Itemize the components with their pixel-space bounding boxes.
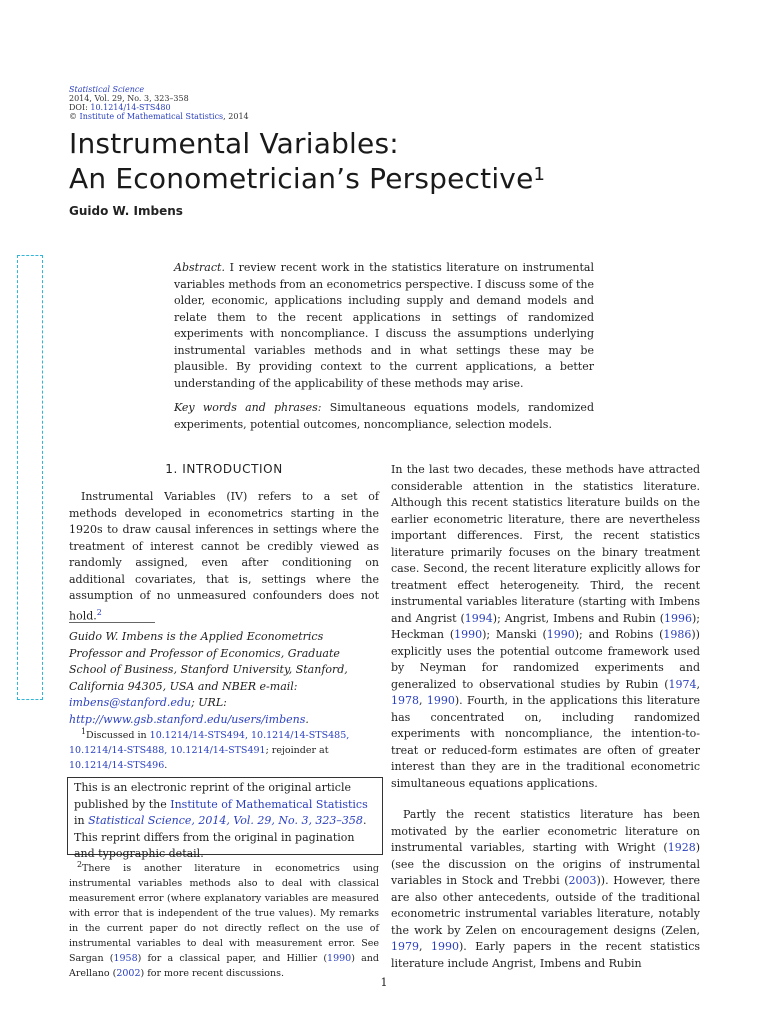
author-affiliation	[69, 629, 379, 728]
author-name: Guido W. Imbens	[69, 204, 183, 218]
rp1-text-4: ); Manski (	[482, 628, 547, 641]
rp2-text-2: ) (see the discussion on the origins of instrumental variables in Stock and Trebbi (	[391, 841, 700, 887]
cite-sargan-1958[interactable]: 1958	[113, 953, 138, 965]
footnote-2-link[interactable]: 2	[96, 607, 102, 617]
footnote-2-text-2: ) for a classical paper, and Hillier (	[137, 953, 328, 965]
cite-angrist-1996[interactable]: 1996	[664, 611, 692, 625]
selection-box	[17, 255, 43, 700]
reprint-text-2: in	[74, 814, 85, 827]
abstract-label: Abstract.	[174, 261, 225, 274]
paper-title	[69, 126, 545, 196]
url-label: ; URL:	[191, 696, 227, 709]
keywords-text: Simultaneous equations models, randomized experiments, potential outcomes, noncompliance, selection models.	[174, 401, 594, 431]
rp1-text-1: In the last two decades, these methods have attracted considerable attention in the statistics literature. Although this recent statistics literature builds on the earlier econometric literature, there are nevertheless important differences. First, the recent statistics literature primarily focuses on the binary treatment case. Second, the recent literature explicitly allows for treatment effect heterogeneity. Third, the recent instrumental variables literature (starting with Imbens and Angrist (	[391, 463, 700, 625]
reprint-text-1: This is an electronic reprint of the original article published by the	[74, 781, 351, 811]
cite-stock-trebbi-2003[interactable]: 2003	[568, 874, 597, 887]
footnote-1-mark: 1	[81, 727, 87, 736]
journal-header	[69, 85, 249, 121]
intro-paragraph-1	[69, 489, 379, 625]
doi-label: DOI:	[69, 103, 88, 112]
rp1-text-2: ); Angrist, Imbens and Rubin (	[492, 611, 664, 625]
reprint-ims-link[interactable]: Institute of Mathematical Statistics	[170, 797, 368, 811]
cite-manski-1990[interactable]: 1990	[546, 628, 575, 641]
footnote-2-text-3: ) and Arellano (	[69, 953, 379, 980]
rp1-comma-2: ,	[419, 694, 427, 707]
cite-arellano-2002[interactable]: 2002	[116, 968, 141, 980]
footnote-1-text: Discussed in	[86, 730, 147, 742]
rp1-comma-1: ,	[696, 677, 700, 691]
affiliation-end: .	[305, 712, 309, 726]
rp1-text-7: ). Fourth, in the applications this literature has concentrated on, including randomized experiments with noncompliance, the intention-to-treat or reduced-form estimates are often of greater interest than they are in the traditional econometric simultaneous equations applications.	[391, 694, 701, 790]
cite-rubin-1990[interactable]: 1990	[426, 694, 455, 707]
copyright-icon: ©	[69, 112, 77, 121]
cite-imbens-angrist-1994[interactable]: 1994	[464, 611, 493, 625]
cite-zelen-1979[interactable]: 1979	[391, 940, 419, 953]
footnote-2-text-4: ) for more recent discussions.	[140, 968, 284, 980]
email-link[interactable]: imbens@stanford.edu	[69, 696, 192, 709]
right-paragraph-2	[391, 807, 700, 972]
section-heading: 1. INTRODUCTION	[165, 462, 283, 476]
copyright-year: , 2014	[223, 112, 249, 121]
cite-heckman-1990[interactable]: 1990	[454, 628, 483, 641]
rp1-text-6: )) explicitly uses the potential outcome framework used by Neyman for randomized experiments and generalized to observational studies by Rubin (	[391, 628, 700, 691]
right-paragraph-1	[391, 462, 700, 792]
footnote-2-text-1: There is another literature in econometrics using instrumental variables methods also to deal with classical measurement error (where explanatory variables are measured with error that is independent of the true values). My remarks in the current paper do not directly reflect on the use of instrumental variables to deal with measurement error. See Sargan (	[69, 863, 379, 965]
footnote-1-end: .	[164, 760, 168, 772]
rp2-text-4: ). Early papers in the recent statistics literature include Angrist, Imbens and Rubin	[391, 940, 700, 970]
journal-name[interactable]: Statistical Science	[69, 85, 145, 94]
affiliation-text: Guido W. Imbens is the Applied Econometrics Professor and Professor of Economics, Graduate School of Business, Stanford University, Stanford, California 94305, USA and NBER e-mail:	[69, 630, 348, 693]
discussion-links[interactable]: 10.1214/14-STS494, 10.1214/14-STS485, 10.1214/14-STS488, 10.1214/14-STS491	[69, 730, 350, 757]
title-footnote-mark[interactable]: 1	[533, 164, 546, 185]
cite-rubin-1974[interactable]: 1974	[668, 677, 697, 691]
keywords-label: Key words and phrases:	[174, 401, 322, 414]
footnote-1-mid: ; rejoinder at	[265, 745, 329, 757]
intro-paragraph-1-text: Instrumental Variables (IV) refers to a set of methods developed in econometrics starting in the 1920s to draw causal inferences in settings where the treatment of interest cannot be credibly viewed as randomly assigned, even after conditioning on additional covariates, that is, settings where the assumption of no unmeasured confounders does not hold.	[69, 490, 379, 623]
cite-zelen-1990[interactable]: 1990	[431, 940, 460, 953]
rp1-text-5: ); and Robins (	[574, 628, 664, 641]
homepage-link[interactable]: http://www.gsb.stanford.edu/users/imbens	[69, 712, 306, 726]
doi-link[interactable]: 10.1214/14-STS480	[90, 103, 171, 112]
footnote-2	[69, 857, 379, 981]
rejoinder-link[interactable]: 10.1214/14-STS496	[69, 760, 165, 772]
cite-robins-1986[interactable]: 1986	[663, 628, 692, 641]
footnote-2-mark: 2	[77, 860, 83, 869]
title-line-2: An Econometrician’s Perspective	[69, 162, 534, 195]
rp2-text-3: )). However, there are also other antecedents, outside of the traditional econometric instrumental variables literature, notably the work by Zelen on encouragement designs (Zelen,	[391, 874, 700, 937]
footnote-rule	[69, 622, 155, 623]
cite-hillier-1990[interactable]: 1990	[327, 953, 352, 965]
reprint-notice	[67, 777, 383, 860]
rp1-text-3: ); Heckman (	[391, 611, 700, 641]
footnote-1	[69, 724, 379, 773]
rp2-text-1: Partly the recent statistics literature has been motivated by the earlier econometric literature on instrumental variables, starting with Wright (	[391, 808, 700, 854]
cite-rubin-1978[interactable]: 1978	[391, 694, 419, 707]
reprint-journal-link[interactable]: Statistical Science, 2014, Vol. 29, No. 3, 323–358	[88, 814, 363, 827]
abstract	[174, 260, 594, 392]
ims-link[interactable]: Institute of Mathematical Statistics	[79, 112, 224, 121]
reprint-text-3: . This reprint differs from the original in pagination and typographic detail.	[74, 814, 367, 860]
abstract-text: I review recent work in the statistics literature on instrumental variables methods from an econometrics perspective. I discuss some of the older, economic, applications including supply and demand models and relate them to the recent applications in settings of randomized experiments with noncompliance. I discuss the assumptions underlying instrumental variables methods and in what settings these may be plausible. By providing context to the current applications, a better understanding of the applicability of these methods may arise.	[174, 261, 594, 390]
cite-wright-1928[interactable]: 1928	[667, 841, 696, 854]
page-number: 1	[380, 976, 388, 989]
keywords	[174, 400, 594, 433]
rp2-comma: ,	[419, 940, 432, 953]
volume-line: 2014, Vol. 29, No. 3, 323–358	[69, 94, 189, 103]
title-line-1: Instrumental Variables:	[69, 127, 399, 160]
